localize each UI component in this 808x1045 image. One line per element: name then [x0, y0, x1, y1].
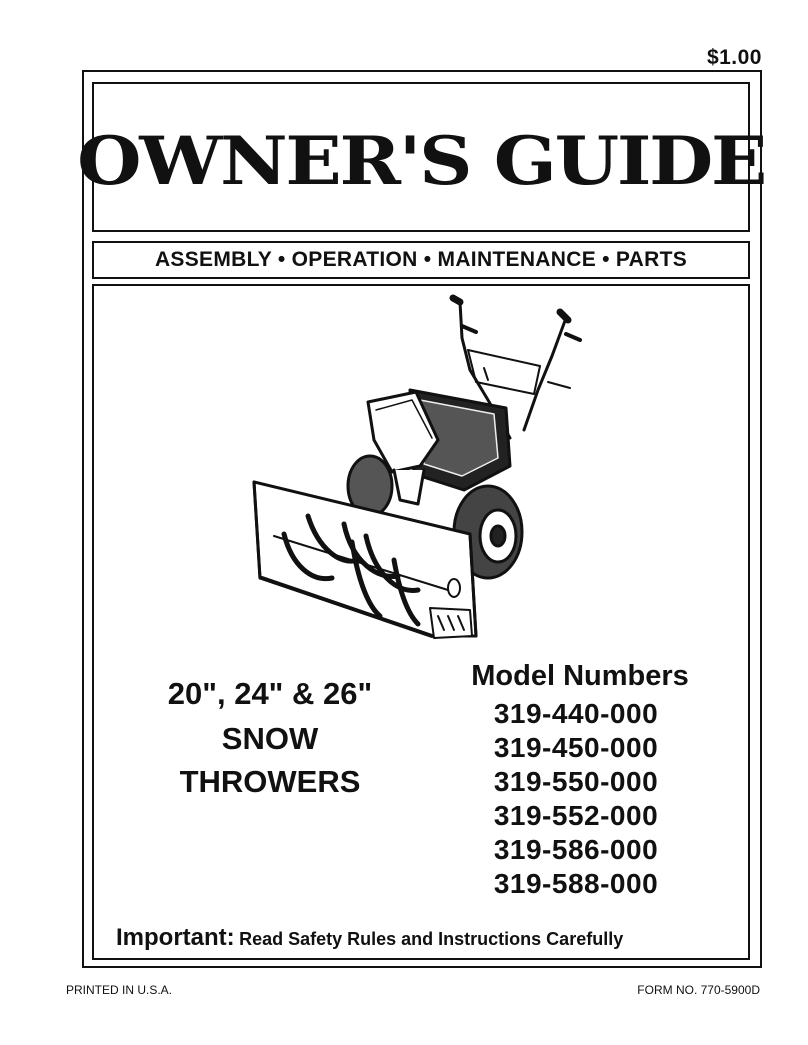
price-label: $1.00: [706, 46, 762, 69]
title-box: [77, 82, 765, 232]
model-numbers-heading: Model Numbers: [471, 660, 689, 692]
form-number: FORM NO. 770-5900D: [637, 983, 760, 997]
printed-in-label: PRINTED IN U.S.A.: [66, 983, 173, 997]
important-text: Read Safety Rules and Instructions Carefully: [239, 929, 624, 949]
important-label: Important:: [116, 924, 235, 951]
snow-thrower-illustration: [248, 290, 588, 660]
subtitle: ASSEMBLY • OPERATION • MAINTENANCE • PARTS: [154, 248, 688, 271]
model-number: 319-450-000: [493, 732, 659, 763]
product-sizes: 20", 24" & 26": [167, 676, 373, 711]
model-number: 319-550-000: [493, 766, 659, 797]
product-line-snow: SNOW: [221, 721, 319, 756]
model-number: 319-588-000: [493, 868, 659, 899]
model-number: 319-440-000: [493, 698, 659, 729]
subtitle-box: [92, 241, 750, 279]
important-notice: [116, 924, 623, 952]
model-number: 319-552-000: [493, 800, 659, 831]
page-title: OWNER'S GUIDE: [77, 122, 765, 200]
product-line-throwers: THROWERS: [179, 764, 361, 799]
model-number: 319-586-000: [493, 834, 659, 865]
